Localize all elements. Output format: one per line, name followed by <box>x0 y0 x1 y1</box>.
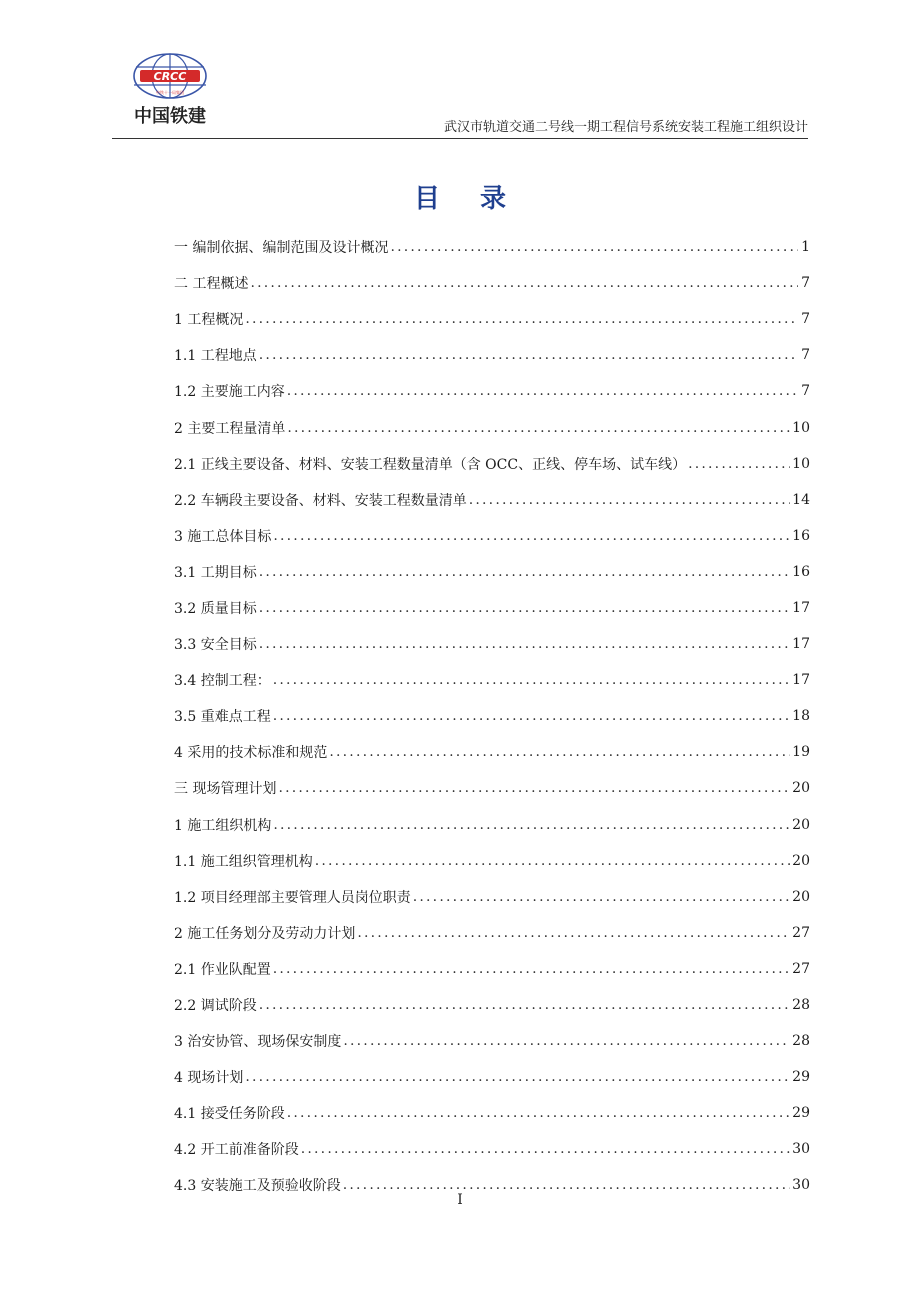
logo-small-text: 中铁十一局集团 <box>156 90 184 95</box>
toc-entry-title: 3.2 质量目标 <box>174 600 257 617</box>
toc-entry[interactable] <box>174 482 810 518</box>
toc-leader-dots <box>273 708 790 724</box>
toc-entry[interactable] <box>174 843 810 879</box>
toc-entry[interactable] <box>174 1059 810 1095</box>
toc-entry-title: 2.2 调试阶段 <box>174 998 257 1015</box>
toc-entry[interactable] <box>174 1131 810 1167</box>
toc-entry[interactable] <box>174 807 810 843</box>
toc-entry-title: 3.1 工期目标 <box>174 564 257 581</box>
toc-entry-title: 1 施工组织机构 <box>174 817 272 834</box>
toc-entry-title: 1.2 项目经理部主要管理人员岗位职责 <box>174 889 411 906</box>
toc-entry[interactable] <box>174 518 810 554</box>
toc-leader-dots <box>259 347 798 363</box>
toc-leader-dots <box>343 1033 790 1049</box>
toc-entry[interactable] <box>174 409 810 445</box>
toc-entry-page: 27 <box>792 960 810 977</box>
toc-entry-page: 17 <box>792 636 810 653</box>
toc-entry[interactable] <box>174 265 810 301</box>
toc-entry-page: 10 <box>792 419 810 436</box>
toc-entry-page: 29 <box>792 1069 810 1086</box>
toc-leader-dots <box>413 889 790 905</box>
toc-entry[interactable] <box>174 987 810 1023</box>
toc-entry-page: 14 <box>792 491 810 508</box>
toc-entry[interactable] <box>174 229 810 265</box>
toc-entry-page: 19 <box>792 744 810 761</box>
toc-entry-title: 2 主要工程量清单 <box>174 420 286 437</box>
toc-entry-page: 7 <box>801 311 810 328</box>
toc-entry-page: 20 <box>792 816 810 833</box>
toc-entry[interactable] <box>174 590 810 626</box>
toc-leader-dots <box>315 853 790 869</box>
toc-title: 目录 <box>413 184 546 214</box>
toc-entry-page: 27 <box>792 924 810 941</box>
toc-entry-page: 20 <box>792 888 810 905</box>
toc-entry[interactable] <box>174 915 810 951</box>
toc-entry-title: 4.1 接受任务阶段 <box>174 1106 285 1123</box>
toc-entry-page: 16 <box>792 563 810 580</box>
toc-leader-dots <box>250 275 798 291</box>
toc-leader-dots <box>259 997 790 1013</box>
header-divider <box>112 138 808 139</box>
logo-name: 中国铁建 <box>134 106 206 127</box>
toc-leader-dots <box>273 817 790 833</box>
toc-entry[interactable] <box>174 446 810 482</box>
toc-entry-title: 3.4 控制工程： <box>174 673 271 690</box>
toc-entry-title: 一 编制依据、编制范围及设计概况 <box>174 240 389 257</box>
toc-entry-title: 3.5 重难点工程 <box>174 709 271 726</box>
toc-leader-dots <box>357 925 790 941</box>
toc-entry-title: 3 治安协管、现场保安制度 <box>174 1034 342 1051</box>
toc-leader-dots <box>287 420 790 436</box>
toc-entry[interactable] <box>174 879 810 915</box>
toc-leader-dots <box>390 239 798 255</box>
toc-leader-dots <box>287 383 798 399</box>
toc-entry-title: 4.2 开工前准备阶段 <box>174 1142 299 1159</box>
toc-entry-page: 10 <box>792 455 810 472</box>
toc-entry-title: 1.1 工程地点 <box>174 348 257 365</box>
toc-entry-page: 30 <box>792 1141 810 1158</box>
toc-entry-title: 4 采用的技术标准和规范 <box>174 745 328 762</box>
toc-entry-title: 2.1 正线主要设备、材料、安装工程数量清单（含 OCC、正线、停车场、试车线） <box>174 456 687 473</box>
toc-entry-page: 7 <box>801 275 810 292</box>
toc-entry-page: 20 <box>792 852 810 869</box>
toc-entry[interactable] <box>174 626 810 662</box>
toc-entry-page: 17 <box>792 672 810 689</box>
toc-entry-title: 4.3 安装施工及预验收阶段 <box>174 1178 341 1195</box>
toc-leader-dots <box>329 744 790 760</box>
toc-entry-page: 29 <box>792 1105 810 1122</box>
toc-entry[interactable] <box>174 1095 810 1131</box>
toc-leader-dots <box>245 1069 790 1085</box>
table-of-contents <box>174 229 810 1204</box>
toc-entry-title: 1.2 主要施工内容 <box>174 384 285 401</box>
toc-entry[interactable] <box>174 734 810 770</box>
toc-entry-title: 1 工程概况 <box>174 312 244 329</box>
document-header-title: 武汉市轨道交通二号线一期工程信号系统安装工程施工组织设计 <box>443 120 808 135</box>
toc-entry[interactable] <box>174 698 810 734</box>
toc-leader-dots <box>273 672 790 688</box>
toc-leader-dots <box>245 311 798 327</box>
toc-entry-title: 1.1 施工组织管理机构 <box>174 853 313 870</box>
toc-entry-title: 2.1 作业队配置 <box>174 961 271 978</box>
toc-entry[interactable] <box>174 373 810 409</box>
toc-entry-page: 30 <box>792 1177 810 1194</box>
toc-entry[interactable] <box>174 337 810 373</box>
toc-entry[interactable] <box>174 1023 810 1059</box>
toc-entry-page: 28 <box>792 1033 810 1050</box>
toc-entry-page: 17 <box>792 599 810 616</box>
toc-entry-title: 4 现场计划 <box>174 1070 244 1087</box>
toc-entry-title: 2.2 车辆段主要设备、材料、安装工程数量清单 <box>174 492 467 509</box>
toc-leader-dots <box>259 564 790 580</box>
toc-entry-page: 20 <box>792 780 810 797</box>
toc-entry-title: 2 施工任务划分及劳动力计划 <box>174 925 356 942</box>
toc-entry[interactable] <box>174 662 810 698</box>
toc-entry-title: 3 施工总体目标 <box>174 528 272 545</box>
toc-leader-dots <box>287 1105 790 1121</box>
toc-entry-title: 3.3 安全目标 <box>174 637 257 654</box>
toc-entry-page: 18 <box>792 708 810 725</box>
crcc-globe-icon <box>120 52 220 104</box>
crcc-logo <box>120 52 220 128</box>
toc-leader-dots <box>273 961 790 977</box>
toc-entry-page: 1 <box>801 239 810 256</box>
toc-leader-dots <box>301 1141 790 1157</box>
toc-entry-page: 28 <box>792 997 810 1014</box>
toc-entry[interactable] <box>174 301 810 337</box>
toc-entry-title: 二 工程概述 <box>174 276 249 293</box>
toc-leader-dots <box>469 492 790 508</box>
toc-leader-dots <box>259 636 790 652</box>
toc-leader-dots <box>278 780 790 796</box>
toc-leader-dots <box>273 528 790 544</box>
toc-entry-title: 三 现场管理计划 <box>174 781 277 798</box>
toc-entry[interactable] <box>174 554 810 590</box>
toc-leader-dots <box>688 456 790 472</box>
logo-brand-text: CRCC <box>153 70 187 83</box>
toc-entry-page: 16 <box>792 527 810 544</box>
page-number: I <box>457 1192 463 1208</box>
toc-leader-dots <box>259 600 790 616</box>
toc-entry-page: 7 <box>801 383 810 400</box>
toc-entry[interactable] <box>174 951 810 987</box>
toc-entry[interactable] <box>174 770 810 806</box>
toc-entry-page: 7 <box>801 347 810 364</box>
